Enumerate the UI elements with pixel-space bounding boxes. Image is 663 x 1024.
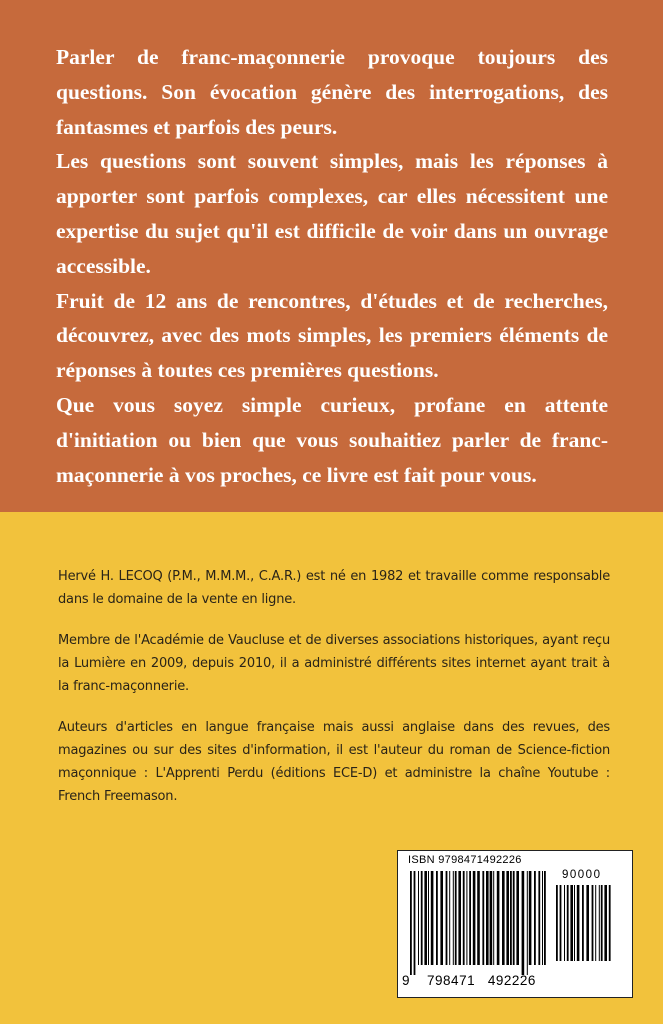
bio-paragraph-2: Membre de l'Académie de Vaucluse et de diverses associations historiques, ayant reçu la Lumière en 2009, depuis 2010, il a administré différents sites internet ayant trait à la franc-maçonnerie. — [58, 633, 610, 694]
barcode-bar — [510, 871, 512, 965]
barcode-bar — [424, 871, 427, 965]
barcode-bar — [473, 871, 476, 965]
barcode-bar — [592, 885, 594, 961]
barcode-bar — [453, 871, 454, 965]
barcode-bar — [410, 871, 412, 975]
barcode-bar — [490, 871, 493, 965]
barcode-bar — [446, 871, 448, 965]
barcode-bar — [449, 871, 450, 965]
blurb-paragraph-2: Les questions sont souvent simples, mais les réponses à apporter sont parfois complexes, car elles nécessitent une expertise du sujet qu'il est difficile de voir dans un ouvrage accessible. — [56, 149, 608, 278]
barcode-bar — [455, 871, 457, 965]
barcode-bar — [463, 871, 465, 965]
barcode-bar — [564, 885, 565, 961]
blurb-text — [56, 40, 608, 492]
barcode-bar — [599, 885, 600, 961]
barcode-bar — [577, 885, 580, 961]
barcode-bar — [582, 885, 584, 961]
barcode-bar — [604, 885, 607, 961]
barcode-bar — [586, 885, 589, 961]
bio-paragraph-1: Hervé H. LECOQ (P.M., M.M.M., C.A.R.) est né en 1982 et travaille comme responsable dans le domaine de la vente en ligne. — [58, 569, 610, 607]
barcode-bar — [466, 871, 467, 965]
barcode-bar — [421, 871, 423, 965]
isbn-barcode-box — [397, 850, 633, 998]
barcode-bar — [560, 885, 562, 961]
barcode-bar — [418, 871, 419, 965]
barcode-bar — [458, 871, 461, 965]
barcode-bar — [538, 871, 540, 965]
author-bio — [58, 565, 610, 826]
barcode-digits-right: 492226 — [487, 973, 536, 988]
barcode-bar — [522, 871, 525, 975]
blurb-paragraph-3: Fruit de 12 ans de rencontres, d'études et de recherches, découvrez, avec des mots simples, les premiers éléments de réponses à toutes ces premières questions. — [56, 288, 608, 383]
barcode-bars — [410, 871, 548, 975]
barcode-bar — [544, 871, 546, 965]
barcode-bar — [436, 871, 438, 965]
addon-barcode-bars — [556, 885, 614, 971]
barcode-bar — [497, 871, 500, 965]
barcode-bar — [431, 871, 434, 965]
barcode-bar — [469, 871, 471, 965]
barcode-bar — [440, 871, 443, 965]
barcode-bar — [482, 871, 484, 965]
blurb-paragraph-1: Parler de franc-maçonnerie provoque toujours des questions. Son évocation génère des interrogations, des fantasmes et parfois des peurs. — [56, 45, 608, 139]
barcode-bar — [556, 885, 558, 961]
blurb-paragraph-4: Que vous soyez simple curieux, profane en attente d'initiation ou bien que vous souhaitiez parler de franc-maçonnerie à vos proches, ce livre est fait pour vous. — [56, 392, 608, 487]
isbn-label: ISBN 9798471492226 — [408, 854, 522, 866]
barcode-bar — [595, 885, 596, 961]
barcode-bar — [502, 871, 505, 965]
barcode-digits-left: 798471 — [427, 973, 476, 988]
barcode-bar — [428, 871, 429, 965]
barcode-bar — [601, 885, 603, 961]
barcode-bar — [414, 871, 416, 975]
barcode-bar — [516, 871, 519, 965]
bio-paragraph-3: Auteurs d'articles en langue française mais aussi anglaise dans des revues, des magazines ou sur des sites d'information, il est l'auteur du roman de Science-fiction maçonnique : L'Apprenti Perdu (éditions ECE-D) et administre la chaîne Youtube : French Freemason. — [58, 720, 610, 804]
barcode-bar — [486, 871, 489, 965]
addon-digits: 90000 — [562, 869, 602, 881]
barcode-bar — [506, 871, 509, 965]
barcode-digit-first: 9 — [402, 973, 411, 988]
barcode-bar — [529, 871, 532, 965]
barcode-bar — [493, 871, 494, 965]
barcode-bar — [609, 885, 611, 961]
barcode-bar — [542, 871, 543, 965]
barcode-bar — [534, 871, 536, 965]
barcode-bar — [527, 871, 528, 975]
barcode-digits — [402, 973, 536, 988]
barcode-bar — [567, 885, 569, 961]
barcode-bar — [513, 871, 515, 965]
barcode-bar — [574, 885, 575, 961]
barcode-bar — [570, 885, 573, 961]
barcode-bar — [477, 871, 480, 965]
